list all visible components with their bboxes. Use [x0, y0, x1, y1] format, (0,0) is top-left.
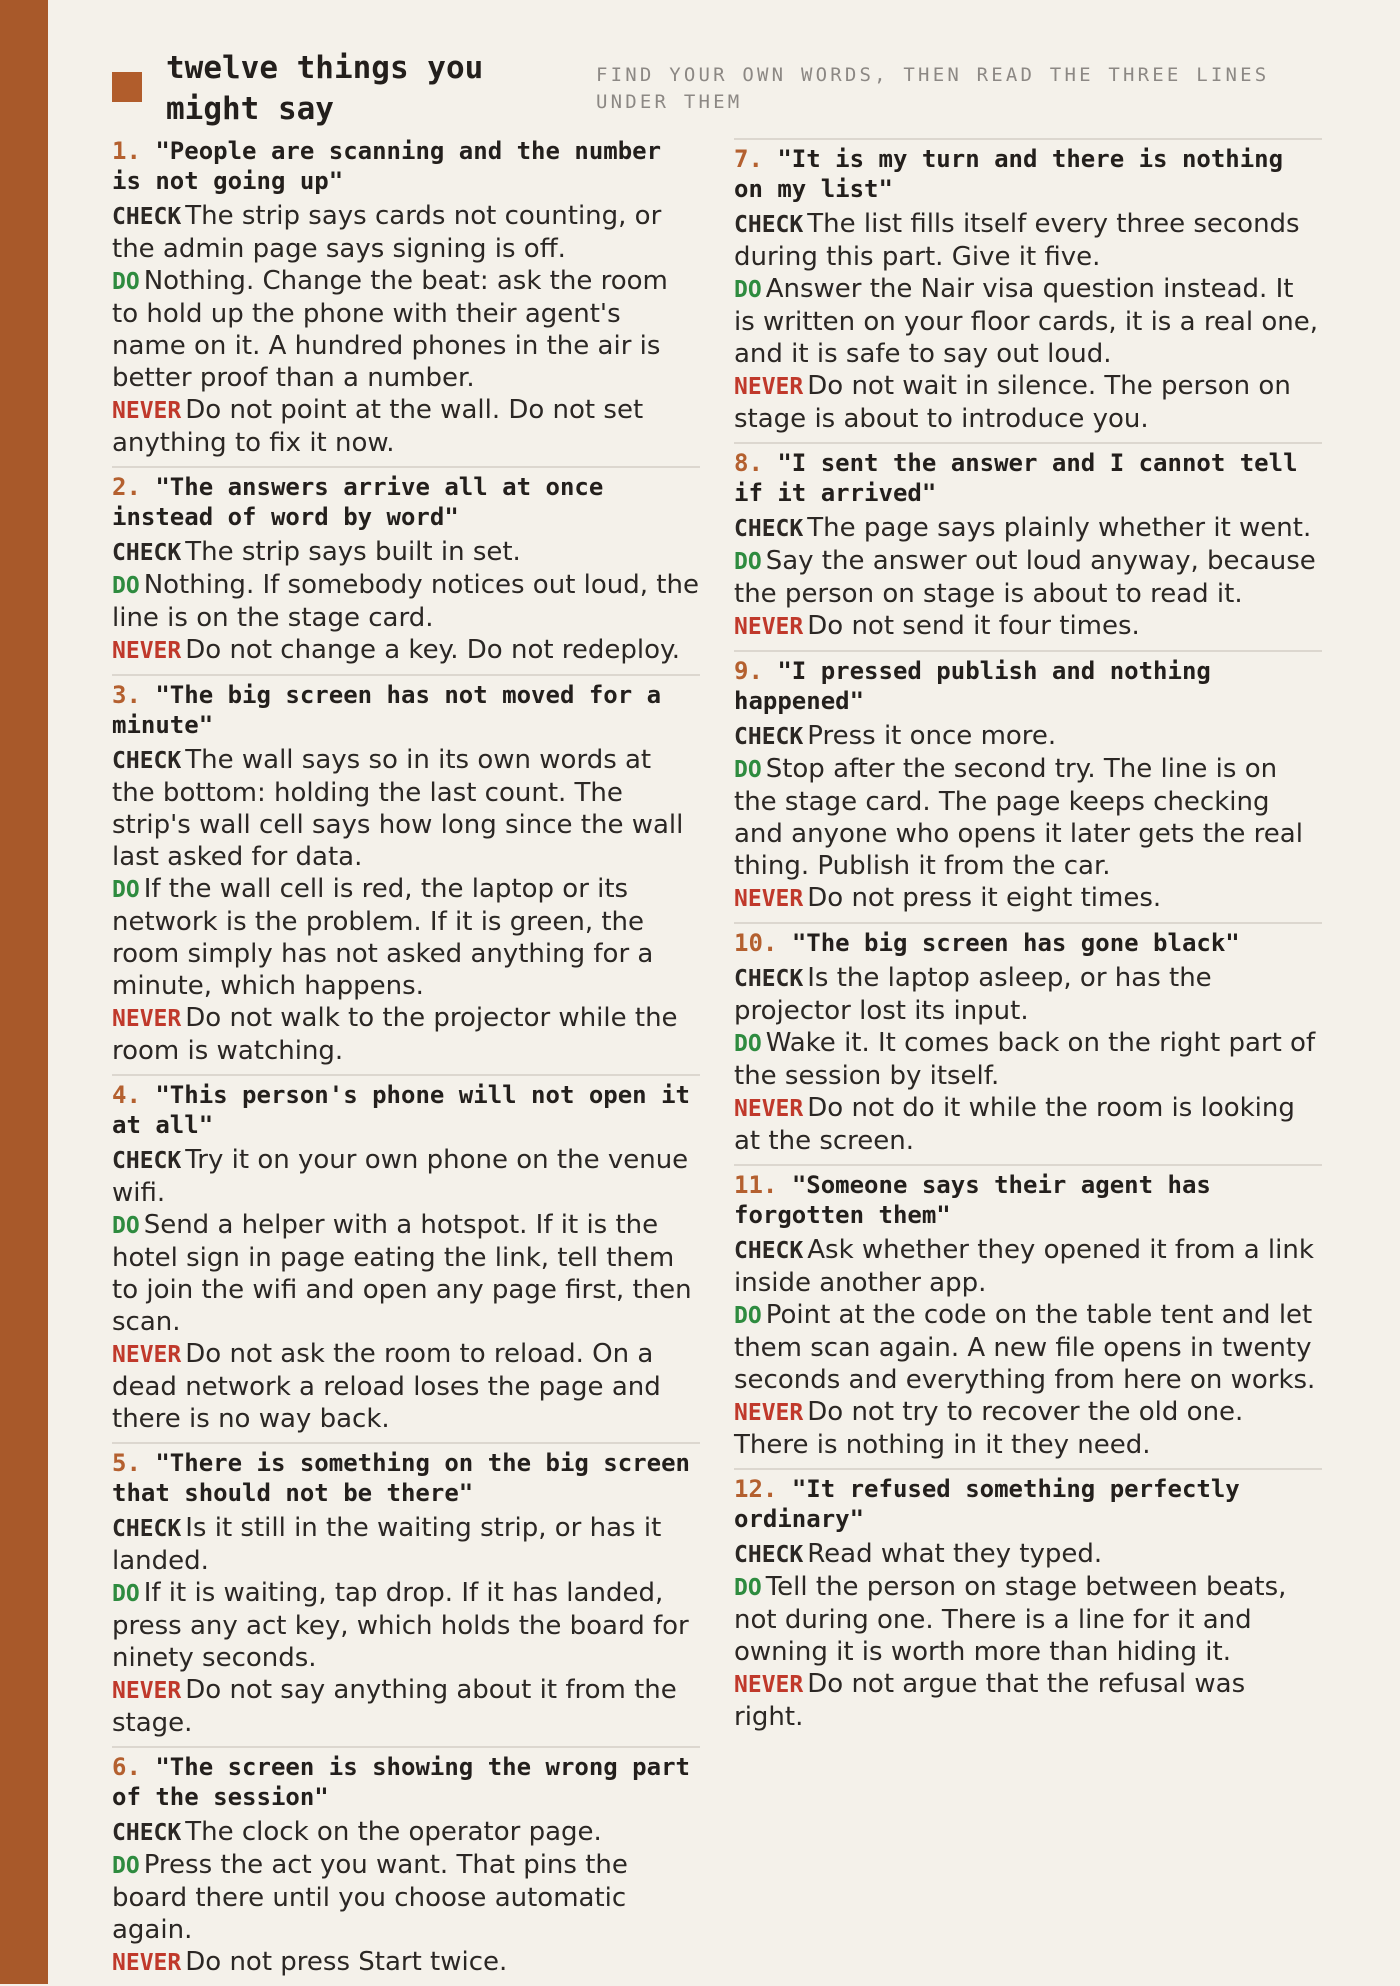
never-line — [734, 882, 1322, 915]
section-marker-square — [112, 72, 142, 102]
item-number: 2. — [112, 473, 141, 501]
never-tag: NEVER — [112, 1678, 182, 1704]
check-line — [112, 536, 700, 569]
never-text: Do not ask the room to reload. On a dead network a reload loses the page and there is no way back. — [112, 1339, 661, 1434]
item-heading — [112, 136, 700, 196]
item-quote: "It refused something perfectly ordinary" — [734, 1475, 1240, 1533]
item-number: 11. — [734, 1171, 778, 1199]
do-tag: DO — [112, 877, 140, 903]
check-text: Is the laptop asleep, or has the projector lost its input. — [734, 963, 1212, 1026]
check-line — [112, 1512, 700, 1577]
check-tag: CHECK — [112, 1148, 182, 1174]
never-tag: NEVER — [112, 1006, 182, 1032]
do-line — [734, 1571, 1322, 1668]
check-tag: CHECK — [112, 540, 182, 566]
do-tag: DO — [112, 1581, 140, 1607]
item-heading — [734, 928, 1322, 958]
item-12 — [734, 1468, 1322, 1740]
check-line — [112, 744, 700, 873]
item-heading — [734, 144, 1322, 204]
item-11 — [734, 1164, 1322, 1468]
do-tag: DO — [112, 573, 140, 599]
page-title: twelve things you might say — [166, 50, 484, 127]
page-spine — [0, 0, 48, 1984]
item-quote: "People are scanning and the number is not going up" — [112, 137, 662, 195]
do-text: Stop after the second try. The line is on the stage card. The page keeps checking and anyone who opens it later gets the real thing. Publish it from the car. — [734, 754, 1303, 881]
never-line — [734, 1668, 1322, 1733]
check-line — [112, 1816, 700, 1849]
check-tag: CHECK — [112, 1516, 182, 1542]
item-heading — [734, 448, 1322, 508]
left-column — [112, 136, 700, 1986]
do-tag: DO — [112, 1213, 140, 1239]
item-9 — [734, 650, 1322, 922]
item-number: 4. — [112, 1081, 141, 1109]
never-text: Do not point at the wall. Do not set anything to fix it now. — [112, 395, 644, 458]
never-tag: NEVER — [734, 374, 804, 400]
item-quote: "It is my turn and there is nothing on my list" — [734, 145, 1284, 203]
check-text: Is it still in the waiting strip, or has it landed. — [112, 1513, 662, 1576]
do-text: Nothing. Change the beat: ask the room to hold up the phone with their agent's name on it. A hundred phones in the air is better proof than a number. — [112, 266, 668, 393]
check-text: The wall says so in its own words at the bottom: holding the last count. The strip's wall cell says how long since the wall last asked for data. — [112, 745, 684, 872]
item-number: 9. — [734, 657, 763, 685]
item-7 — [734, 138, 1322, 442]
never-line — [734, 370, 1322, 435]
never-line — [112, 1338, 700, 1435]
item-3 — [112, 674, 700, 1074]
do-line — [112, 569, 700, 634]
check-line — [112, 1144, 700, 1209]
item-number: 1. — [112, 137, 141, 165]
do-line — [112, 1209, 700, 1338]
never-text: Do not argue that the refusal was right. — [734, 1669, 1246, 1732]
never-text: Do not press Start twice. — [185, 1947, 508, 1977]
check-text: The strip says built in set. — [185, 537, 521, 567]
do-text: Wake it. It comes back on the right part of the session by itself. — [734, 1028, 1316, 1091]
item-heading — [112, 680, 700, 740]
do-text: Tell the person on stage between beats, not during one. There is a line for it and owning it is worth more than hiding it. — [734, 1572, 1287, 1667]
do-tag: DO — [734, 277, 762, 303]
do-tag: DO — [734, 1031, 762, 1057]
never-tag: NEVER — [112, 1342, 182, 1368]
check-line — [112, 200, 700, 265]
never-line — [734, 610, 1322, 643]
item-heading — [734, 1474, 1322, 1534]
item-quote: "This person's phone will not open it at all" — [112, 1081, 690, 1139]
check-text: The strip says cards not counting, or the admin page says signing is off. — [112, 201, 662, 264]
never-tag: NEVER — [112, 638, 182, 664]
do-tag: DO — [734, 1303, 762, 1329]
do-text: Point at the code on the table tent and let them scan again. A new file opens in twenty seconds and everything from here on works. — [734, 1300, 1316, 1395]
do-tag: DO — [734, 549, 762, 575]
item-1 — [112, 136, 700, 466]
never-tag: NEVER — [734, 1672, 804, 1698]
do-text: If it is waiting, tap drop. If it has landed, press any act key, which holds the board for ninety seconds. — [112, 1578, 689, 1673]
never-line — [112, 1674, 700, 1739]
do-line — [112, 1849, 700, 1946]
check-tag: CHECK — [734, 724, 804, 750]
check-line — [734, 962, 1322, 1027]
do-text: Press the act you want. That pins the board there until you choose automatic again. — [112, 1850, 628, 1945]
check-text: Read what they typed. — [807, 1539, 1103, 1569]
never-line — [112, 1946, 700, 1979]
item-number: 5. — [112, 1449, 141, 1477]
never-tag: NEVER — [112, 1950, 182, 1976]
never-line — [112, 394, 700, 459]
never-text: Do not send it four times. — [807, 611, 1140, 641]
check-tag: CHECK — [112, 1820, 182, 1846]
check-line — [734, 208, 1322, 273]
check-tag: CHECK — [734, 212, 804, 238]
never-text: Do not wait in silence. The person on stage is about to introduce you. — [734, 371, 1291, 434]
item-number: 7. — [734, 145, 763, 173]
item-quote: "Someone says their agent has forgotten them" — [734, 1171, 1211, 1229]
do-text: Answer the Nair visa question instead. It is written on your floor cards, it is a real one, and it is safe to say out loud. — [734, 274, 1318, 369]
never-line — [112, 634, 700, 667]
item-quote: "I pressed publish and nothing happened" — [734, 657, 1211, 715]
do-line — [734, 1027, 1322, 1092]
check-line — [734, 1234, 1322, 1299]
do-line — [734, 545, 1322, 610]
check-tag: CHECK — [112, 204, 182, 230]
check-tag: CHECK — [734, 516, 804, 542]
item-quote: "The big screen has not moved for a minute" — [112, 681, 662, 739]
do-text: If the wall cell is red, the laptop or its network is the problem. If it is green, the room simply has not asked anything for a minute, which happens. — [112, 874, 654, 1001]
item-number: 12. — [734, 1475, 778, 1503]
check-text: The page says plainly whether it went. — [807, 513, 1312, 543]
check-tag: CHECK — [734, 1542, 804, 1568]
page-subtitle: FIND YOUR OWN WORDS, THEN READ THE THREE LINES UNDER THEM — [596, 64, 1270, 113]
right-column — [734, 138, 1322, 1740]
do-tag: DO — [112, 1853, 140, 1879]
item-number: 10. — [734, 929, 778, 957]
item-heading — [112, 472, 700, 532]
never-tag: NEVER — [734, 1400, 804, 1426]
item-heading — [734, 1170, 1322, 1230]
check-text: Press it once more. — [807, 721, 1057, 751]
do-text: Send a helper with a hotspot. If it is the hotel sign in page eating the link, tell them to join the wifi and open any page first, then scan. — [112, 1210, 692, 1337]
check-line — [734, 720, 1322, 753]
do-tag: DO — [734, 1575, 762, 1601]
item-quote: "I sent the answer and I cannot tell if it arrived" — [734, 449, 1298, 507]
item-number: 6. — [112, 1753, 141, 1781]
check-text: The list fills itself every three seconds during this part. Give it five. — [734, 209, 1300, 272]
item-quote: "The screen is showing the wrong part of the session" — [112, 1753, 690, 1811]
do-tag: DO — [112, 269, 140, 295]
do-text: Nothing. If somebody notices out loud, the line is on the stage card. — [112, 570, 699, 633]
never-tag: NEVER — [734, 1096, 804, 1122]
check-tag: CHECK — [734, 1238, 804, 1264]
page-header — [112, 44, 1322, 132]
item-quote: "The answers arrive all at once instead of word by word" — [112, 473, 604, 531]
item-heading — [734, 656, 1322, 716]
check-line — [734, 1538, 1322, 1571]
do-line — [734, 273, 1322, 370]
item-heading — [112, 1752, 700, 1812]
check-text: The clock on the operator page. — [185, 1817, 602, 1847]
never-line — [734, 1092, 1322, 1157]
item-4 — [112, 1074, 700, 1442]
item-5 — [112, 1442, 700, 1746]
do-line — [112, 265, 700, 394]
item-6 — [112, 1746, 700, 1986]
do-text: Say the answer out loud anyway, because the person on stage is about to read it. — [734, 546, 1316, 609]
never-text: Do not say anything about it from the stage. — [112, 1675, 677, 1738]
item-heading — [112, 1080, 700, 1140]
check-text: Ask whether they opened it from a link inside another app. — [734, 1235, 1314, 1298]
item-heading — [112, 1448, 700, 1508]
never-tag: NEVER — [734, 886, 804, 912]
do-line — [112, 873, 700, 1002]
item-8 — [734, 442, 1322, 650]
check-text: Try it on your own phone on the venue wifi. — [112, 1145, 689, 1208]
do-line — [112, 1577, 700, 1674]
check-tag: CHECK — [734, 966, 804, 992]
item-2 — [112, 466, 700, 674]
never-text: Do not do it while the room is looking at the screen. — [734, 1093, 1295, 1156]
never-tag: NEVER — [734, 614, 804, 640]
item-quote: "The big screen has gone black" — [791, 929, 1240, 957]
never-text: Do not try to recover the old one. There is nothing in it they need. — [734, 1397, 1244, 1460]
item-10 — [734, 922, 1322, 1164]
never-tag: NEVER — [112, 398, 182, 424]
item-quote: "There is something on the big screen that should not be there" — [112, 1449, 690, 1507]
never-text: Do not press it eight times. — [807, 883, 1162, 913]
never-text: Do not change a key. Do not redeploy. — [185, 635, 680, 665]
check-line — [734, 512, 1322, 545]
never-line — [112, 1002, 700, 1067]
never-line — [734, 1396, 1322, 1461]
item-number: 3. — [112, 681, 141, 709]
item-number: 8. — [734, 449, 763, 477]
never-text: Do not walk to the projector while the room is watching. — [112, 1003, 678, 1066]
do-line — [734, 753, 1322, 882]
do-line — [734, 1299, 1322, 1396]
check-tag: CHECK — [112, 748, 182, 774]
do-tag: DO — [734, 757, 762, 783]
